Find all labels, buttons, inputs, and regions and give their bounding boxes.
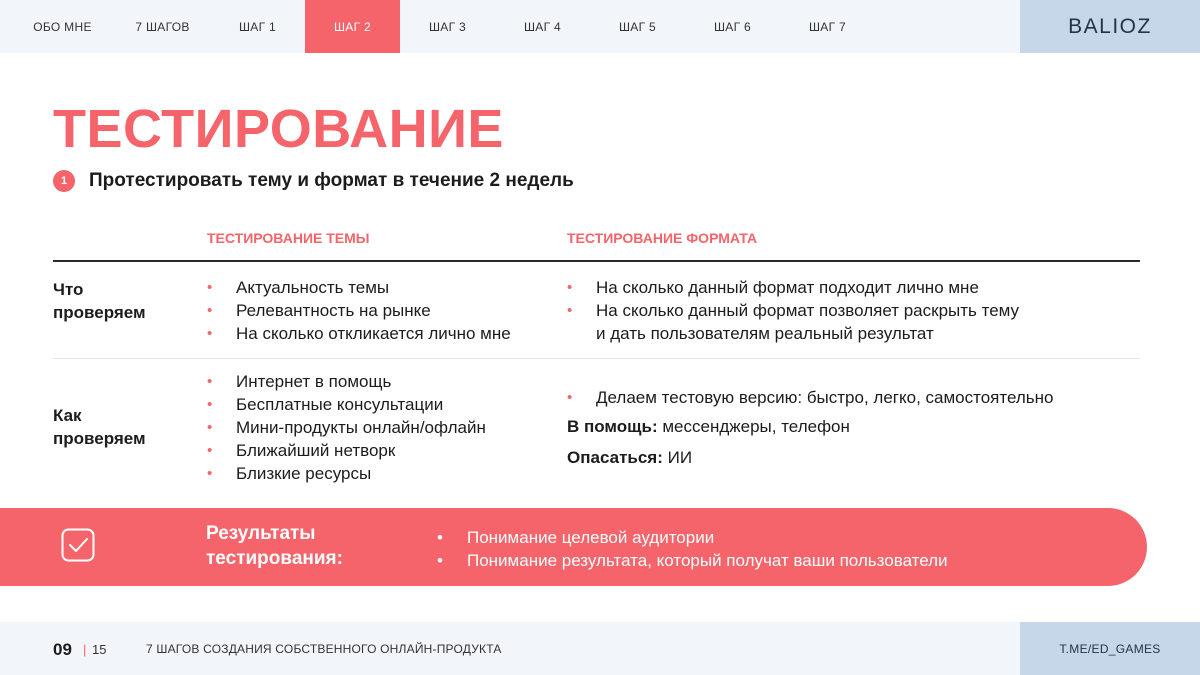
list-item <box>207 439 557 462</box>
brand-logo: BALIOZ <box>1068 14 1152 38</box>
what-format-list <box>567 276 1127 345</box>
row-label-line: Что <box>53 280 84 299</box>
results-title-line: тестирования: <box>206 548 343 569</box>
page-number: 09 <box>53 640 72 659</box>
step-navigation <box>0 0 875 53</box>
page-title: ТЕСТИРОВАНИЕ <box>53 99 504 159</box>
page-total: 15 <box>92 642 107 657</box>
nav-item-step-3[interactable]: ШАГ 3 <box>428 19 466 34</box>
brand-logo-box[interactable] <box>1020 0 1200 53</box>
row-label-how <box>53 404 146 450</box>
help-tools-line <box>567 417 850 437</box>
bullet-icon: • <box>567 279 573 296</box>
bullet-icon: • <box>207 302 213 319</box>
row-label-line: проверяем <box>53 303 146 322</box>
list-item <box>567 276 1127 299</box>
row-divider <box>53 358 1140 359</box>
beware-label: Опасаться: <box>567 448 663 467</box>
list-item-text: Делаем тестовую версию: быстро, легко, самостоятельно <box>596 388 1054 407</box>
nav-item-about[interactable]: ОБО МНЕ <box>33 19 92 34</box>
telegram-link-box[interactable] <box>1020 622 1200 675</box>
list-item-text-continued: и дать пользователям реальный результат <box>596 324 934 343</box>
list-item <box>207 276 557 299</box>
list-item-text: Бесплатные консультации <box>236 395 444 414</box>
bullet-icon: • <box>567 389 573 406</box>
list-item <box>207 370 557 393</box>
results-list <box>437 526 948 572</box>
list-item-text: Актуальность темы <box>236 278 390 297</box>
bullet-icon: • <box>207 279 213 296</box>
results-title <box>206 521 343 571</box>
nav-item-step-1[interactable]: ШАГ 1 <box>238 19 276 34</box>
step-description: Протестировать тему и формат в течение 2 недель <box>89 170 574 191</box>
nav-item-step-4[interactable]: ШАГ 4 <box>523 19 561 34</box>
column-header-theme: ТЕСТИРОВАНИЕ ТЕМЫ <box>207 230 370 246</box>
list-item <box>207 462 557 485</box>
list-item <box>437 526 948 549</box>
row-label-line: Как <box>53 406 82 425</box>
list-item-text: Мини-продукты онлайн/офлайн <box>236 418 486 437</box>
list-item <box>207 322 557 345</box>
list-item-text: Близкие ресурсы <box>236 464 372 483</box>
list-item <box>567 299 1127 345</box>
list-item-text: Понимание целевой аудитории <box>467 528 715 547</box>
bullet-icon: • <box>207 419 213 436</box>
list-item-text: На сколько данный формат подходит лично мне <box>596 278 979 297</box>
course-title: 7 ШАГОВ СОЗДАНИЯ СОБСТВЕННОГО ОНЛАЙН-ПРОДУКТА <box>146 642 502 656</box>
list-item <box>437 549 948 572</box>
row-label-line: проверяем <box>53 429 146 448</box>
list-item-text: На сколько данный формат позволяет раскрыть тему <box>596 301 1020 320</box>
bullet-icon: • <box>207 325 213 342</box>
bullet-icon: • <box>207 442 213 459</box>
list-item-text: Интернет в помощь <box>236 372 392 391</box>
how-format-list <box>567 386 1127 409</box>
table-divider <box>53 260 1140 262</box>
how-theme-list <box>207 370 557 485</box>
list-item <box>207 299 557 322</box>
bullet-icon: • <box>437 551 443 570</box>
list-item-text: На сколько откликается лично мне <box>236 324 511 343</box>
nav-item-step-5[interactable]: ШАГ 5 <box>618 19 656 34</box>
bullet-icon: • <box>207 373 213 390</box>
bullet-icon: • <box>567 302 573 319</box>
nav-item-7-steps[interactable]: 7 ШАГОВ <box>135 19 190 34</box>
checkbox-icon <box>61 528 95 562</box>
bullet-icon: • <box>207 396 213 413</box>
bullet-icon: • <box>207 465 213 482</box>
bullet-icon: • <box>437 528 443 547</box>
nav-item-step-7[interactable]: ШАГ 7 <box>808 19 846 34</box>
beware-value: ИИ <box>667 448 693 467</box>
results-title-line: Результаты <box>206 523 316 544</box>
list-item-text: Понимание результата, который получат ваши пользователи <box>467 551 948 570</box>
nav-item-step-6[interactable]: ШАГ 6 <box>713 19 751 34</box>
column-header-format: ТЕСТИРОВАНИЕ ФОРМАТА <box>567 230 758 246</box>
help-value: мессенджеры, телефон <box>662 417 850 436</box>
list-item <box>567 386 1127 409</box>
list-item-text: Ближайший нетворк <box>236 441 396 460</box>
list-item <box>207 393 557 416</box>
telegram-link[interactable]: T.ME/ED_GAMES <box>1059 641 1161 656</box>
step-number-badge: 1 <box>53 170 75 192</box>
list-item-text: Релевантность на рынке <box>236 301 431 320</box>
what-theme-list <box>207 276 557 345</box>
page-separator: | <box>83 642 87 657</box>
step-heading <box>53 170 574 192</box>
row-label-what <box>53 278 146 324</box>
help-label: В помощь: <box>567 417 658 436</box>
beware-line <box>567 448 692 468</box>
nav-item-step-2[interactable]: ШАГ 2 <box>305 0 400 53</box>
list-item <box>207 416 557 439</box>
